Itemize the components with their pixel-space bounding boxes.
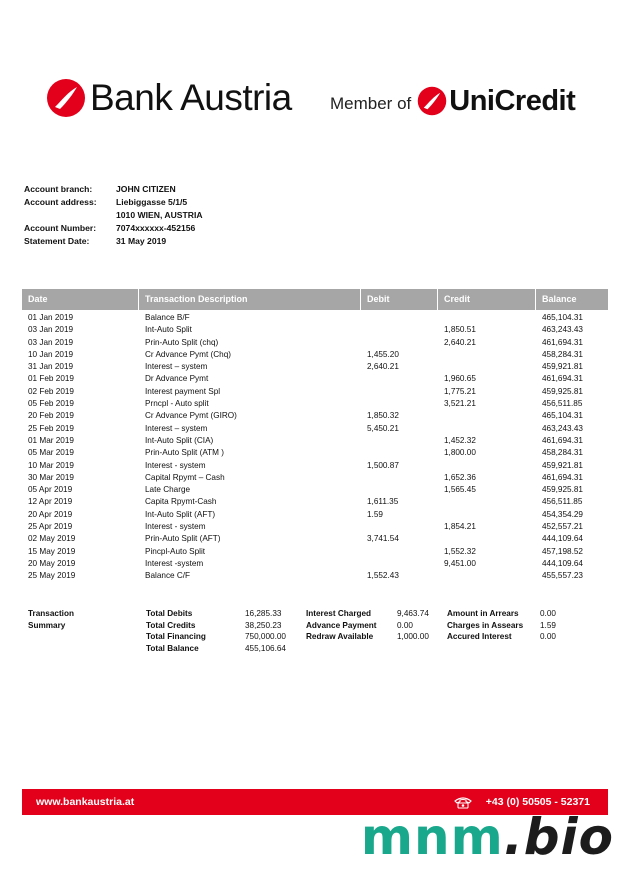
row-debit xyxy=(361,447,438,459)
row-balance: 457,198.52 xyxy=(542,546,583,556)
table-row xyxy=(22,533,608,545)
row-credit: 1,775.21 xyxy=(444,386,476,396)
row-description: Cr Advance Pymt (GIRO) xyxy=(145,411,237,421)
row-date: 02 Feb 2019 xyxy=(28,386,74,396)
row-credit: 9,451.00 xyxy=(444,558,476,568)
row-debit xyxy=(361,546,438,558)
row-description: Prin-Auto Split (chq) xyxy=(145,337,219,347)
row-debit: 3,741.54 xyxy=(367,534,399,544)
table-row xyxy=(22,558,608,570)
table-row xyxy=(22,447,608,459)
header-credit: Credit xyxy=(438,289,536,310)
summary-title xyxy=(28,608,74,631)
header-balance: Balance xyxy=(542,294,577,304)
row-date: 12 Apr 2019 xyxy=(28,497,73,507)
row-balance: 465,104.31 xyxy=(542,313,583,322)
row-date: 10 Mar 2019 xyxy=(28,460,74,470)
row-debit xyxy=(361,324,438,336)
row-credit xyxy=(438,460,536,472)
row-balance: 461,694.31 xyxy=(542,374,583,384)
row-date: 25 Apr 2019 xyxy=(28,522,73,532)
total-debits-label: Total Debits xyxy=(146,609,193,618)
table-header xyxy=(22,289,608,310)
row-credit xyxy=(438,509,536,521)
account-branch-label: Account branch: xyxy=(24,184,93,194)
row-description: Balance C/F xyxy=(145,571,191,581)
account-address-line2: 1010 WIEN, AUSTRIA xyxy=(116,210,203,220)
row-debit xyxy=(361,386,438,398)
table-row xyxy=(22,373,608,385)
table-row xyxy=(22,423,608,435)
total-balance-label: Total Balance xyxy=(146,643,199,653)
row-description: Interest - system xyxy=(145,460,206,470)
total-balance-value: 455,106.64 xyxy=(245,643,286,653)
phone-contact xyxy=(454,796,590,809)
summary-interest-labels xyxy=(306,608,377,643)
row-credit xyxy=(438,423,536,435)
table-row xyxy=(22,337,608,349)
row-description: Prin-Auto Split (AFT) xyxy=(145,534,221,544)
row-balance: 459,925.81 xyxy=(542,485,583,495)
partner-name: UniCredit xyxy=(449,84,576,117)
header-description: Transaction Description xyxy=(139,289,361,310)
amount-in-arrears-value: 0.00 xyxy=(540,609,556,618)
row-balance: 459,925.81 xyxy=(542,386,583,396)
total-credits-label: Total Credits xyxy=(146,620,196,630)
row-description: Dr Advance Pymt xyxy=(145,374,209,384)
row-credit xyxy=(438,349,536,361)
row-credit: 1,800.00 xyxy=(444,448,476,458)
table-row xyxy=(22,361,608,373)
interest-charged-label: Interest Charged xyxy=(306,609,372,618)
row-credit: 1,854.21 xyxy=(444,522,476,532)
table-row xyxy=(22,386,608,398)
unicredit-logo-mark-icon xyxy=(417,86,447,116)
bank-austria-logo-mark-icon xyxy=(46,78,86,118)
row-description: Interest – system xyxy=(145,362,208,372)
advance-payment-label: Advance Payment xyxy=(306,620,377,630)
row-date: 25 May 2019 xyxy=(28,571,76,581)
row-date: 20 Apr 2019 xyxy=(28,509,73,519)
row-debit xyxy=(361,312,438,324)
row-debit: 1,500.87 xyxy=(367,460,399,470)
row-balance: 459,921.81 xyxy=(542,362,583,372)
row-description: Interest payment Spl xyxy=(145,386,221,396)
watermark-part1: mnm xyxy=(360,808,504,866)
row-credit: 1,452.32 xyxy=(444,435,476,445)
row-credit xyxy=(438,496,536,508)
watermark-part2: .bio xyxy=(503,808,614,866)
account-address-row xyxy=(24,196,203,209)
statement-date-row xyxy=(24,235,203,248)
table-row xyxy=(22,570,608,582)
row-date: 31 Jan 2019 xyxy=(28,362,74,372)
row-description: Capita Rpymt-Cash xyxy=(145,497,217,507)
statement-date-value: 31 May 2019 xyxy=(116,236,167,246)
row-balance: 456,511.85 xyxy=(542,399,583,409)
redraw-available-label: Redraw Available xyxy=(306,632,374,641)
interest-charged-value: 9,463.74 xyxy=(397,609,429,618)
row-balance: 461,694.31 xyxy=(542,337,583,347)
account-number-label: Account Number: xyxy=(24,223,97,233)
row-description: Interest -system xyxy=(145,558,204,568)
total-financing-value: 750,000.00 xyxy=(245,632,286,641)
bank-austria-logo xyxy=(46,76,292,120)
row-date: 01 Jan 2019 xyxy=(28,313,74,322)
table-row xyxy=(22,496,608,508)
row-debit xyxy=(361,398,438,410)
row-date: 25 Feb 2019 xyxy=(28,423,74,433)
row-credit: 1,960.65 xyxy=(444,374,476,384)
row-debit xyxy=(361,435,438,447)
total-debits-value: 16,285.33 xyxy=(245,609,282,618)
telephone-icon xyxy=(454,796,472,809)
summary-title-line1: Transaction xyxy=(28,609,74,618)
table-row xyxy=(22,435,608,447)
row-description: Interest - system xyxy=(145,522,206,532)
row-balance: 463,243.43 xyxy=(542,325,583,335)
statement-date-label: Statement Date: xyxy=(24,236,90,246)
row-balance: 463,243.43 xyxy=(542,423,583,433)
row-debit: 1,552.43 xyxy=(367,571,399,581)
row-description: Int-Auto Split (CIA) xyxy=(145,435,214,445)
phone-number[interactable]: +43 (0) 50505 - 52371 xyxy=(485,796,590,808)
summary-totals-labels xyxy=(146,608,206,654)
row-date: 10 Jan 2019 xyxy=(28,349,74,359)
summary-arrears-values xyxy=(540,608,556,643)
table-row xyxy=(22,472,608,484)
row-date: 20 May 2019 xyxy=(28,558,76,568)
table-row xyxy=(22,521,608,533)
accrued-interest-label: Accured Interest xyxy=(447,632,512,641)
row-debit: 1,611.35 xyxy=(367,497,399,507)
account-number-value: 7074xxxxxx-452156 xyxy=(116,223,196,233)
row-date: 02 May 2019 xyxy=(28,534,76,544)
row-balance: 461,694.31 xyxy=(542,435,583,445)
row-balance: 459,921.81 xyxy=(542,460,583,470)
table-body xyxy=(22,310,608,583)
row-debit xyxy=(361,521,438,533)
row-balance: 458,284.31 xyxy=(542,349,583,359)
row-description: Capital Rpymt – Cash xyxy=(145,472,225,482)
summary-totals-values xyxy=(245,608,286,654)
row-debit xyxy=(361,337,438,349)
row-balance: 444,109.64 xyxy=(542,534,583,544)
account-number-row xyxy=(24,222,203,235)
watermark xyxy=(361,808,614,866)
row-balance: 455,557.23 xyxy=(542,571,583,581)
table-row xyxy=(22,324,608,336)
row-credit xyxy=(438,410,536,422)
row-date: 20 Feb 2019 xyxy=(28,411,74,421)
row-credit xyxy=(438,570,536,582)
row-date: 01 Feb 2019 xyxy=(28,374,74,384)
row-date: 05 Mar 2019 xyxy=(28,448,74,458)
redraw-available-value: 1,000.00 xyxy=(397,632,429,641)
summary-interest-values xyxy=(397,608,429,643)
table-row xyxy=(22,349,608,361)
charges-in-arrears-label: Charges in Assears xyxy=(447,620,524,630)
amount-in-arrears-label: Amount in Arrears xyxy=(447,609,519,618)
row-credit: 2,640.21 xyxy=(444,337,476,347)
row-balance: 454,354.29 xyxy=(542,509,583,519)
row-balance: 452,557.21 xyxy=(542,522,583,532)
row-description: Interest – system xyxy=(145,423,208,433)
member-of-label: Member of xyxy=(330,94,412,113)
row-debit xyxy=(361,472,438,484)
row-balance: 456,511.85 xyxy=(542,497,583,507)
row-debit: 5,450.21 xyxy=(367,423,399,433)
table-row xyxy=(22,509,608,521)
row-credit xyxy=(438,533,536,545)
row-debit xyxy=(361,484,438,496)
row-credit: 1,552.32 xyxy=(444,546,476,556)
row-debit: 2,640.21 xyxy=(367,362,399,372)
summary-title-line2: Summary xyxy=(28,620,66,630)
row-credit: 1,652.36 xyxy=(444,472,476,482)
row-debit xyxy=(361,373,438,385)
row-debit: 1,850.32 xyxy=(367,411,399,421)
row-description: Pincpl-Auto Split xyxy=(145,546,206,556)
row-credit: 3,521.21 xyxy=(444,399,476,409)
row-credit xyxy=(438,361,536,373)
row-balance: 458,284.31 xyxy=(542,448,583,458)
row-debit: 1,455.20 xyxy=(367,349,399,359)
row-date: 03 Jan 2019 xyxy=(28,337,74,347)
transactions-table xyxy=(22,289,608,583)
accrued-interest-value: 0.00 xyxy=(540,632,556,641)
account-branch-value: JOHN CITIZEN xyxy=(116,184,176,194)
row-description: Int-Auto Split (AFT) xyxy=(145,509,216,519)
row-balance: 444,109.64 xyxy=(542,558,583,568)
row-description: Balance B/F xyxy=(145,313,190,322)
row-credit: 1,850.51 xyxy=(444,325,476,335)
table-row xyxy=(22,484,608,496)
summary-arrears-labels xyxy=(447,608,523,643)
row-credit xyxy=(438,312,536,324)
row-description: Prin-Auto Split (ATM ) xyxy=(145,448,225,458)
row-date: 05 Feb 2019 xyxy=(28,399,74,409)
account-branch-row xyxy=(24,183,203,196)
bank-name: Bank Austria xyxy=(90,77,292,118)
header-debit: Debit xyxy=(361,289,438,310)
unicredit-logo xyxy=(330,84,575,118)
website-link[interactable]: www.bankaustria.at xyxy=(36,796,135,808)
row-balance: 465,104.31 xyxy=(542,411,583,421)
row-credit: 1,565.45 xyxy=(444,485,476,495)
table-row xyxy=(22,410,608,422)
account-address-row-2 xyxy=(24,209,203,222)
row-description: Int-Auto Split xyxy=(145,325,192,335)
row-balance: 461,694.31 xyxy=(542,472,583,482)
row-debit: 1.59 xyxy=(367,509,383,519)
total-financing-label: Total Financing xyxy=(146,632,206,641)
total-credits-value: 38,250.23 xyxy=(245,620,282,630)
account-address-line1: Liebiggasse 5/1/5 xyxy=(116,197,188,207)
table-row xyxy=(22,546,608,558)
table-row xyxy=(22,312,608,324)
row-description: Late Charge xyxy=(145,485,191,495)
table-row xyxy=(22,398,608,410)
row-description: Cr Advance Pymt (Chq) xyxy=(145,349,231,359)
header-date: Date xyxy=(22,289,139,310)
row-date: 05 Apr 2019 xyxy=(28,485,73,495)
charges-in-arrears-value: 1.59 xyxy=(540,620,556,630)
row-date: 01 Mar 2019 xyxy=(28,435,74,445)
account-info xyxy=(24,183,203,248)
row-date: 30 Mar 2019 xyxy=(28,472,74,482)
row-description: Prncpl - Auto split xyxy=(145,399,209,409)
row-date: 15 May 2019 xyxy=(28,546,76,556)
table-row xyxy=(22,460,608,472)
account-address-label: Account address: xyxy=(24,197,97,207)
row-date: 03 Jan 2019 xyxy=(28,325,74,335)
advance-payment-value: 0.00 xyxy=(397,620,413,630)
row-debit xyxy=(361,558,438,570)
